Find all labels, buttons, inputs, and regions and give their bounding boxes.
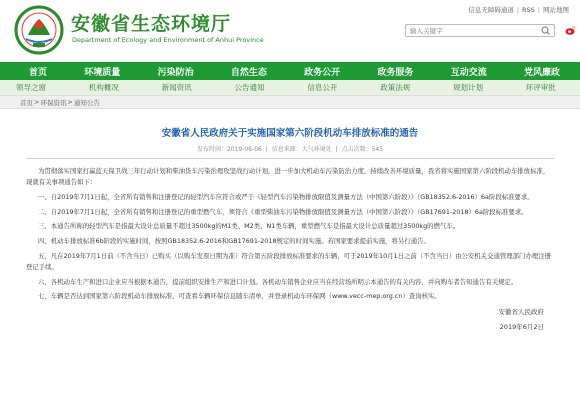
site-title[interactable]: 安徽省生态环境厅 [71, 13, 232, 35]
nav-item-home[interactable]: 首页 [29, 67, 48, 78]
article-source: 信息来源：大气环境处 [271, 146, 332, 153]
article-hits: 点击次数：545 [341, 146, 384, 153]
title-divider [26, 158, 554, 159]
subnav-item-eia-approval[interactable]: 环评审批 [525, 83, 556, 92]
article-meta [26, 144, 554, 153]
search-input[interactable] [410, 26, 538, 36]
article-paragraph: 七、车辆是否达到国家第六阶段机动车排放标准，可查看车辆环保信息随车清单，并登录机动车环保网（www.vecc-mep.org.cn）查询核实。 [38, 292, 441, 301]
nav-item-environment-quality[interactable]: 环境质量 [84, 67, 121, 78]
subnav-item-notices[interactable]: 公告通知 [234, 83, 265, 92]
article-paragraph: 四、机动车排放标准6b阶段的实施时间，按照GB18352.6-2016和GB17691-2018规定的时间实施。若国家要求提前实施，将另行通告。 [38, 237, 430, 246]
nav-item-party-integrity[interactable]: 党风廉政 [523, 67, 560, 78]
subnav-item-regulations[interactable]: 政策法规 [380, 83, 411, 92]
nav-item-government-affairs[interactable]: 政务公开 [304, 67, 341, 78]
subnav-item-plans[interactable]: 规划计划 [453, 83, 484, 92]
site-logo-icon[interactable] [14, 5, 64, 55]
breadcrumb-separator: > [67, 98, 73, 106]
breadcrumb [0, 95, 580, 109]
sub-nav [0, 80, 580, 95]
article-title: 安徽省人民政府关于实施国家第六阶段机动车排放标准的通告 [161, 128, 419, 139]
article-paragraph: 六、各机动车生产和进口企业应当根据本通告，提前组织安排生产和进口计划。各机动车销售企业应当在经营场所明示本通告的有关内容，并向购车者告知通告有关规定。 [38, 277, 518, 286]
link-separator: | [537, 6, 540, 14]
nav-item-interaction[interactable]: 互动交流 [450, 67, 487, 78]
breadcrumb-news[interactable]: 环保资讯 [40, 98, 67, 107]
signature-date: 2019年6月2日 [499, 323, 544, 332]
article-paragraph: 三、本通告所称的轻型汽车是指最大设计总质量不超过3500kg的M1类、M2类、N1类车辆，重型燃气车是指最大设计总质量超过3500kg的燃气车。 [38, 222, 460, 231]
article-paragraph: 一、自2019年7月1日起，全省所有销售和注册登记的轻型汽车应符合或严于《轻型汽车污染物排放限值及测量方法（中国第六阶段）》（GB18352.6-2016）6a阶段标准要求。 [38, 192, 534, 201]
nav-item-natural-ecology[interactable]: 自然生态 [230, 67, 267, 78]
main-nav [0, 62, 580, 80]
link-separator: | [516, 6, 520, 14]
subnav-item-info-disclosure[interactable]: 信息公开 [307, 83, 338, 92]
article-paragraph: 二、自2019年7月1日起，全省所有销售和注册登记的重型燃气车，须符合《重型柴油车污染物排放限值及测量方法（中国第六阶段）》（GB17691-2018）6a阶段标准要求。 [38, 207, 528, 216]
breadcrumb-home[interactable]: 首页 [20, 98, 33, 107]
search-box [405, 24, 555, 37]
nav-item-government-service[interactable]: 政务服务 [377, 67, 414, 78]
site-header [0, 0, 580, 62]
breadcrumb-separator: > [34, 98, 40, 106]
top-links [465, 5, 572, 14]
subnav-item-leaders[interactable]: 领导之窗 [16, 83, 46, 92]
meta-separator: | [265, 146, 268, 153]
subnav-item-organization[interactable]: 机构概况 [88, 83, 119, 92]
search-icon[interactable] [539, 25, 553, 36]
signature-org: 安徽省人民政府 [498, 308, 544, 317]
nav-item-pollution-control[interactable]: 污染防治 [157, 67, 194, 78]
site-subtitle: Department of Ecology and Environment of Anhui Province [72, 36, 264, 44]
weibo-icon[interactable] [565, 25, 576, 36]
meta-separator: | [335, 146, 338, 153]
accessibility-link[interactable]: 信息无障碍通道 [468, 6, 514, 14]
article-content [0, 109, 580, 411]
article-paragraph: 五、凡在2019年7月1日前（不含当日）已购买（以购车发票日期为准）符合第五阶段排放标准要求的车辆，可于2019年10月1日之前（不含当日）由公安机关交通管理部门办理注册登记手续。 [26, 251, 551, 271]
subnav-item-news[interactable]: 新闻资讯 [161, 83, 192, 92]
sitemap-link[interactable]: 网站地图 [543, 6, 569, 14]
rss-link[interactable]: RSS [522, 6, 535, 14]
breadcrumb-notices[interactable]: 通知公告 [73, 98, 100, 107]
article-paragraph: 为贯彻落实国家打赢蓝天保卫战三年行动计划和柴油货车污染治理攻坚战行动计划，进一步加大机动车污染防治力度，持续改善环境质量，我省将实施国家第六阶段机动车排放标准，现就有关事项通告如下： [26, 167, 550, 187]
article-date: 发布时间：2019-06-06 [196, 146, 262, 153]
